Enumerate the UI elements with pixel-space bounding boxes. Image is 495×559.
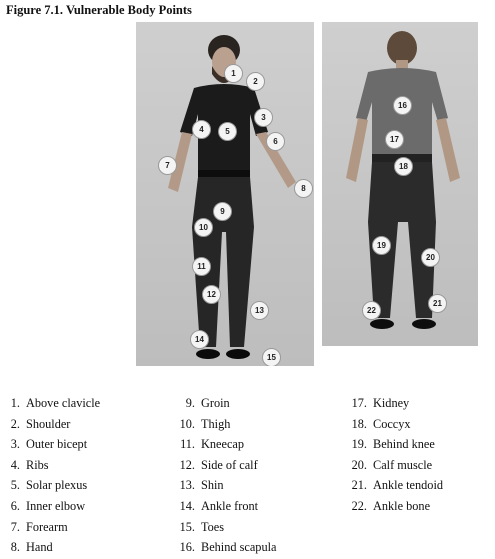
legend-number: 1. <box>10 396 20 410</box>
legend-number: 5. <box>10 478 20 493</box>
legend-number: 17. <box>351 396 367 410</box>
marker-16: 16 <box>393 96 412 115</box>
marker-3: 3 <box>254 108 273 127</box>
legend-number: 7. <box>10 519 20 534</box>
legend-number: 6. <box>10 498 20 513</box>
legend-number: 14. <box>179 498 195 513</box>
legend-label: Above clavicle <box>26 396 101 410</box>
legend-label: Kidney <box>373 396 410 410</box>
marker-5: 5 <box>218 122 237 141</box>
legend-item <box>166 496 276 517</box>
legend-column-3 <box>335 393 443 517</box>
legend-number: 20. <box>351 457 367 472</box>
legend-number: 16. <box>179 540 195 555</box>
legend-item <box>166 393 276 414</box>
marker-13: 13 <box>250 301 269 320</box>
legend-label: Ankle bone <box>373 498 431 513</box>
legend-label: Shoulder <box>26 416 71 431</box>
legend-item <box>0 475 100 496</box>
legend-number: 21. <box>351 478 367 493</box>
marker-9: 9 <box>213 202 232 221</box>
legend-label: Outer bicept <box>26 437 88 452</box>
legend-label: Inner elbow <box>26 498 86 513</box>
legend-item <box>166 434 276 455</box>
legend-label: Ankle front <box>201 498 259 513</box>
legend-item <box>335 414 443 435</box>
marker-21: 21 <box>428 294 447 313</box>
back-figure-illustration <box>322 22 478 346</box>
legend-label: Toes <box>201 519 225 534</box>
legend-label: Thigh <box>201 416 231 431</box>
marker-17: 17 <box>385 130 404 149</box>
legend-item <box>0 393 100 414</box>
marker-15: 15 <box>262 348 281 366</box>
legend-number: 18. <box>351 416 367 431</box>
marker-19: 19 <box>372 236 391 255</box>
legend-number: 19. <box>351 437 367 452</box>
legend-number: 9. <box>185 396 195 410</box>
legend-number: 10. <box>179 416 195 431</box>
marker-2: 2 <box>246 72 265 91</box>
legend-number: 8. <box>10 540 20 555</box>
legend-number: 4. <box>10 457 20 472</box>
legend-label: Side of calf <box>201 457 258 472</box>
legend-item <box>0 455 100 476</box>
legend-label: Ankle tendoid <box>373 478 444 493</box>
legend-label: Coccyx <box>373 416 411 431</box>
marker-4: 4 <box>192 120 211 139</box>
legend-column-1 <box>0 393 100 558</box>
legend-number: 2. <box>10 416 20 431</box>
legend-item <box>335 475 443 496</box>
legend-item <box>166 414 276 435</box>
legend-label: Groin <box>201 396 230 410</box>
back-view-photo <box>322 22 478 346</box>
legend-number: 22. <box>351 498 367 513</box>
legend-item <box>0 537 100 558</box>
legend-item <box>335 496 443 517</box>
legend-item <box>166 475 276 496</box>
marker-14: 14 <box>190 330 209 349</box>
legend-item <box>335 455 443 476</box>
marker-7: 7 <box>158 156 177 175</box>
legend-label: Forearm <box>26 519 68 534</box>
marker-20: 20 <box>421 248 440 267</box>
legend-column-2 <box>166 393 276 558</box>
marker-12: 12 <box>202 285 221 304</box>
legend-label: Behind knee <box>373 437 435 452</box>
marker-6: 6 <box>266 132 285 151</box>
legend-item <box>0 414 100 435</box>
legend-number: 12. <box>179 457 195 472</box>
legend-label: Ribs <box>26 457 49 472</box>
legend-number: 3. <box>10 437 20 452</box>
legend-label: Kneecap <box>201 437 245 452</box>
legend-label: Behind scapula <box>201 540 277 555</box>
legend-label: Solar plexus <box>26 478 88 493</box>
legend-item <box>166 537 276 558</box>
legend-item <box>166 455 276 476</box>
figure-title: Figure 7.1. Vulnerable Body Points <box>6 3 192 17</box>
legend-number: 15. <box>179 519 195 534</box>
marker-22: 22 <box>362 301 381 320</box>
marker-10: 10 <box>194 218 213 237</box>
legend-item <box>0 517 100 538</box>
legend-label: Calf muscle <box>373 457 433 472</box>
front-view-photo <box>136 22 314 366</box>
legend-number: 11. <box>180 437 195 452</box>
legend-number: 13. <box>179 478 195 493</box>
legend-label: Shin <box>201 478 224 493</box>
marker-1: 1 <box>224 64 243 83</box>
marker-11: 11 <box>192 257 211 276</box>
legend-item <box>0 434 100 455</box>
legend-item <box>335 393 443 414</box>
marker-8: 8 <box>294 179 313 198</box>
legend-item <box>335 434 443 455</box>
marker-18: 18 <box>394 157 413 176</box>
legend-item <box>0 496 100 517</box>
legend-label: Hand <box>26 540 53 555</box>
legend-item <box>166 517 276 538</box>
